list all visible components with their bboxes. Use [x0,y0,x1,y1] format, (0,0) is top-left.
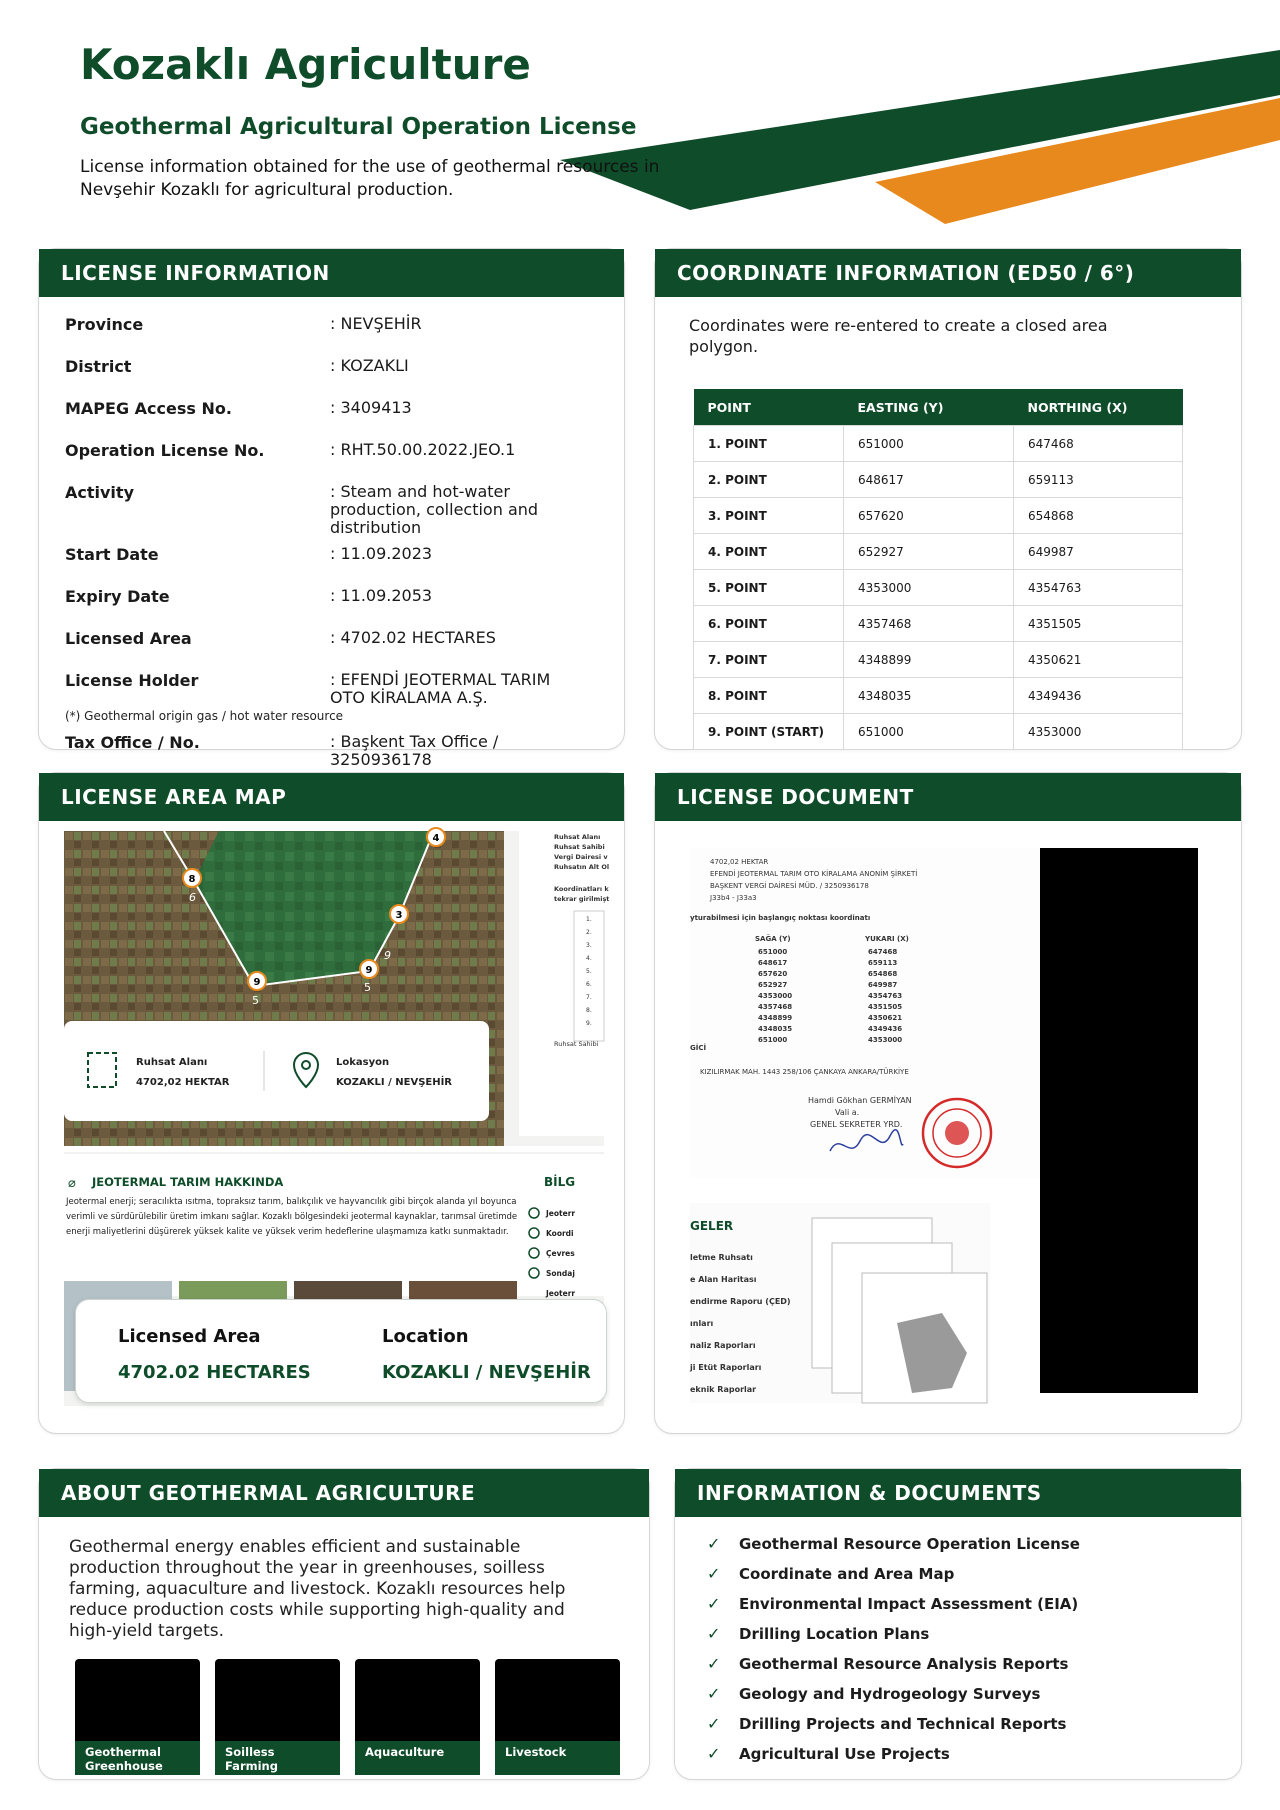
coordinate-point: 3. POINT [694,498,844,534]
about-text: Geothermal energy enables efficient and sustainable production throughout the year in greenhouses, soilless farming, aquaculture and livestock. Kozaklı resources help reduce production costs while supporting high-quality and high-yield targets. [69,1537,566,1641]
scan-cell: 659113 [868,959,898,967]
coordinate-row [694,570,1183,606]
scan-cell: 4351505 [868,1003,903,1011]
svg-text:3.: 3. [586,942,592,949]
thumb-livestock: Livestock [495,1659,620,1775]
scan-cell: 652927 [758,981,788,989]
license-info-card [38,248,625,769]
svg-text:6.: 6. [586,981,592,988]
svg-text:7.: 7. [586,994,592,1001]
thumb-aquaculture: Aquaculture [355,1659,480,1775]
thumb-greenhouse: Geothermal Greenhouse [75,1659,200,1775]
scan-cell: 4349436 [868,1025,903,1033]
license-info-value: : 11.09.2023 [330,544,433,563]
coordinate-northing: 649987 [1014,534,1183,570]
scan-cell: 654868 [868,970,898,978]
svg-text:8: 8 [188,874,196,885]
caption-location-value: KOZAKLI / NEVŞEHİR [382,1362,591,1383]
stacked-document-pages [802,1213,992,1403]
coordinate-point: 2. POINT [694,462,844,498]
svg-text:4.: 4. [586,955,592,962]
document-image-redacted [1040,848,1198,1393]
about-heading: ABOUT GEOTHERMAL AGRICULTURE [39,1469,649,1517]
svg-text:1.: 1. [586,916,592,923]
svg-text:⌀: ⌀ [68,1176,76,1191]
license-info-key: Licensed Area [65,629,192,648]
license-info-key: District [65,357,132,376]
coordinate-easting: 4348035 [844,678,1014,714]
scan-cell: 4348035 [758,1025,793,1033]
svg-text:9: 9 [365,965,373,976]
docs-list-item [707,1589,1080,1619]
coordinate-northing: 4354763 [1014,570,1183,606]
signature-image [825,1126,905,1166]
svg-text:3: 3 [395,910,403,921]
docs-list-item [707,1649,1080,1679]
docs-item-label: Geology and Hydrogeology Surveys [739,1685,1041,1703]
docs-item-label: Drilling Location Plans [739,1625,930,1643]
svg-text:5.: 5. [586,968,592,975]
check-icon: ✓ [707,1684,721,1703]
license-info-value: : KOZAKLI [330,356,409,375]
map-caption-card [75,1299,607,1403]
license-info-key: MAPEG Access No. [65,399,232,418]
coordinate-row [694,534,1183,570]
license-info-key: Operation License No. [65,441,265,460]
coordinate-row [694,462,1183,498]
coordinate-row [694,426,1183,462]
coordinate-point: 4. POINT [694,534,844,570]
check-icon: ✓ [707,1534,721,1553]
docs-item-label: Coordinate and Area Map [739,1565,955,1583]
coordinate-point: 7. POINT [694,642,844,678]
license-info-value: : Başkent Tax Office / 3250936178 [330,732,499,769]
coordinate-easting: 4357468 [844,606,1014,642]
license-info-value: : 3409413 [330,398,412,417]
docs-list [707,1529,1080,1769]
scan-cell: 649987 [868,981,898,989]
license-info-heading: LICENSE INFORMATION [39,249,624,297]
scan-cell: 651000 [758,1036,788,1044]
license-info-key: Tax Office / No. [65,733,200,752]
scan-cell: 657620 [758,970,788,978]
svg-text:Ruhsat Alanı: Ruhsat Alanı [136,1057,208,1068]
coordinate-easting: 4353000 [844,570,1014,606]
docs-list-item [707,1529,1080,1559]
svg-text:4702,02 HEKTAR: 4702,02 HEKTAR [136,1077,230,1088]
coordinate-row [694,498,1183,534]
svg-text:9: 9 [253,977,261,988]
svg-text:9: 9 [384,949,391,962]
coordinate-note: Coordinates were re-entered to create a closed area polygon. [689,316,1108,356]
svg-text:Jeoterr: Jeoterr [546,1289,576,1298]
svg-text:2.: 2. [586,929,592,936]
caption-location-label: Location [382,1326,469,1347]
svg-text:KOZAKLI / NEVŞEHİR: KOZAKLI / NEVŞEHİR [336,1077,453,1088]
coordinate-row [694,606,1183,642]
coordinate-easting: 4348899 [844,642,1014,678]
scan-cell: 651000 [758,948,788,956]
map-graphic: 4 8 6 3 9 9 5 9 5 Ruhsat Alanı 4702,02 HEKTAR Lokasyon KOZAKLI / NEVŞEHİR Ruhsat Alanı Ruhsat Sahibi Vergi Dairesi v Ruhsatın Alt Ol Koordinatları k tekrar girilmişt 1. 2. 3. 4. 5. 6. 7. 8. 9. Ruhsat Sahibi ⌀ JEOTERMAL TARIM HAKKINDA Jeotermal enerji; seracılıkta ısıtma, topraksız tarım, balıkçılık ve hayvancılık gibi birçok alanda yıl boyunca verimli ve sürdürülebilir üretim imkanı sağlar. Kozaklı bölgesindeki jeotermal kaynaklar, tarımsal üretimde enerji maliyetlerini düşürerek yüksek kalite ve yüksek verim hedeflerine ulaşmamıza katkı sunmaktadır. BİLG Jeoterr Koordi Çevres Sondaj Jeoterr [64,831,604,1406]
check-icon: ✓ [707,1744,721,1763]
license-map-heading: LICENSE AREA MAP [39,773,624,821]
svg-text:Sondaj: Sondaj [546,1269,575,1278]
license-info-value: : Steam and hot-water production, collection and distribution [330,482,539,537]
docs-list-item [707,1619,1080,1649]
license-scan-page: 4702,02 HEKTAR EFENDİ JEOTERMAL TARIM OTO KİRALAMA ANONİM ŞİRKETİ BAŞKENT VERGİ DAİRESİ MÜD. / 3250936178 J33b4 - J33a3 yturabilmesi için başlangıç noktası koordinatı SAĞA (Y) YUKARI (X) 651000 647468 648617 659113 657620 654868 652927 649987 4353000 4354763 4357468 4351505 4348899 4350621 4348035 4349436 651000 4353000 GİCİ KIZILIRMAK MAH. 1443 258/106 ÇANKAYA ANKARA/TÜRKİYE Hamdi Gökhan GERMİYAN Vali a. GENEL SEKRETER YRD. [690,848,1040,1178]
page-subtitle: Geothermal Agricultural Operation License [80,114,637,140]
coordinate-point: 1. POINT [694,426,844,462]
svg-text:Ruhsatın Alt Ol: Ruhsatın Alt Ol [554,863,610,871]
svg-text:tekrar girilmişt: tekrar girilmişt [554,895,610,903]
license-info-note: (*) Geothermal origin gas / hot water resource [65,709,344,723]
docs-item-label: Agricultural Use Projects [739,1745,950,1763]
docs-item-label: Drilling Projects and Technical Reports [739,1715,1067,1733]
svg-text:5: 5 [252,994,259,1007]
docs-list-item [707,1739,1080,1769]
license-info-value: : RHT.50.00.2022.JEO.1 [330,440,516,459]
scan-cell: 4354763 [868,992,903,1000]
license-document-card [654,772,1242,1434]
license-info-value: : 4702.02 HECTARES [330,628,496,647]
license-info-key: Start Date [65,545,159,564]
page-title: Kozaklı Agriculture [80,40,531,89]
coordinate-easting: 657620 [844,498,1014,534]
svg-text:Vergi Dairesi v: Vergi Dairesi v [554,853,608,861]
svg-text:9.: 9. [586,1020,592,1027]
docs-list-item [707,1679,1080,1709]
svg-text:Lokasyon: Lokasyon [336,1057,390,1068]
coordinate-point: 9. POINT (START) [694,714,844,750]
coordinate-row [694,678,1183,714]
svg-text:Ruhsat Sahibi: Ruhsat Sahibi [554,843,605,851]
svg-text:6: 6 [189,891,196,904]
license-info-value: : 11.09.2053 [330,586,433,605]
coordinate-heading: COORDINATE INFORMATION (ED50 / 6°) [655,249,1241,297]
docs-item-label: Environmental Impact Assessment (EIA) [739,1595,1079,1613]
coordinate-point: 8. POINT [694,678,844,714]
coordinate-northing: 647468 [1014,426,1183,462]
check-icon: ✓ [707,1654,721,1673]
coordinate-row [694,714,1183,750]
coordinate-easting: 652927 [844,534,1014,570]
svg-text:Koordi: Koordi [546,1229,574,1238]
coordinate-northing: 4353000 [1014,714,1183,750]
check-icon: ✓ [707,1594,721,1613]
license-info-key: Activity [65,483,134,502]
official-seal-image [920,1096,995,1171]
coordinate-northing: 4350621 [1014,642,1183,678]
caption-area-label: Licensed Area [118,1326,261,1347]
coordinate-easting: 651000 [844,426,1014,462]
col-easting: EASTING (Y) [844,389,1014,426]
col-northing: NORTHING (X) [1014,389,1183,426]
svg-text:Çevres: Çevres [546,1249,575,1258]
docs-card [674,1468,1242,1780]
license-info-key: Province [65,315,144,334]
coordinate-northing: 659113 [1014,462,1183,498]
coordinate-point: 6. POINT [694,606,844,642]
license-document-heading: LICENSE DOCUMENT [655,773,1241,821]
license-info-key: Expiry Date [65,587,170,606]
thumb-soilless: Soilless Farming [215,1659,340,1775]
coordinate-northing: 4349436 [1014,678,1183,714]
coordinate-point: 5. POINT [694,570,844,606]
coordinate-northing: 654868 [1014,498,1183,534]
svg-text:5: 5 [364,981,371,994]
scan-cell: 4348899 [758,1014,793,1022]
svg-text:JEOTERMAL TARIM HAKKINDA: JEOTERMAL TARIM HAKKINDA [92,1175,284,1189]
check-icon: ✓ [707,1624,721,1643]
scan-cell: 4357468 [758,1003,793,1011]
coordinate-easting: 648617 [844,462,1014,498]
col-point: POINT [694,389,844,426]
scan-cell: 4350621 [868,1014,903,1022]
coordinate-card [654,248,1242,750]
docs-item-label: Geothermal Resource Analysis Reports [739,1655,1069,1673]
caption-area-value: 4702.02 HECTARES [118,1362,311,1383]
svg-text:4: 4 [432,833,440,844]
svg-text:Ruhsat Alanı: Ruhsat Alanı [554,833,601,841]
license-info-value: : EFENDİ JEOTERMAL TARIM OTO KİRALAMA A.Ş. [330,670,551,707]
svg-text:Ruhsat Sahibi: Ruhsat Sahibi [554,1040,599,1048]
svg-text:8.: 8. [586,1007,592,1014]
scan-cell: 4353000 [868,1036,903,1044]
license-map-card [38,772,625,1434]
docs-list-item [707,1709,1080,1739]
check-icon: ✓ [707,1714,721,1733]
page-intro: License information obtained for the use of geothermal resources in Nevşehir Kozaklı for agricultural production. [80,157,660,200]
coordinate-table [693,389,1183,750]
check-icon: ✓ [707,1564,721,1583]
svg-text:Jeoterr: Jeoterr [546,1209,576,1218]
license-info-key: License Holder [65,671,199,690]
coordinate-row [694,642,1183,678]
scan-cell: 647468 [868,948,898,956]
docs-item-label: Geothermal Resource Operation License [739,1535,1080,1553]
svg-text:Koordinatları k: Koordinatları k [554,885,609,893]
coordinate-northing: 4351505 [1014,606,1183,642]
docs-list-item [707,1559,1080,1589]
scan-cell: 648617 [758,959,788,967]
license-info-value: : NEVŞEHİR [330,314,422,333]
svg-text:BİLG: BİLG [544,1175,576,1189]
docs-heading: INFORMATION & DOCUMENTS [675,1469,1241,1517]
about-card [38,1468,650,1780]
scan-cell: 4353000 [758,992,793,1000]
documents-scan-page: GELER letme Ruhsatı e Alan Haritası endirme Raporu (ÇED) ınları naliz Raporları ji Etüt Raporları eknik Raporlar [690,1203,990,1403]
coordinate-easting: 651000 [844,714,1014,750]
